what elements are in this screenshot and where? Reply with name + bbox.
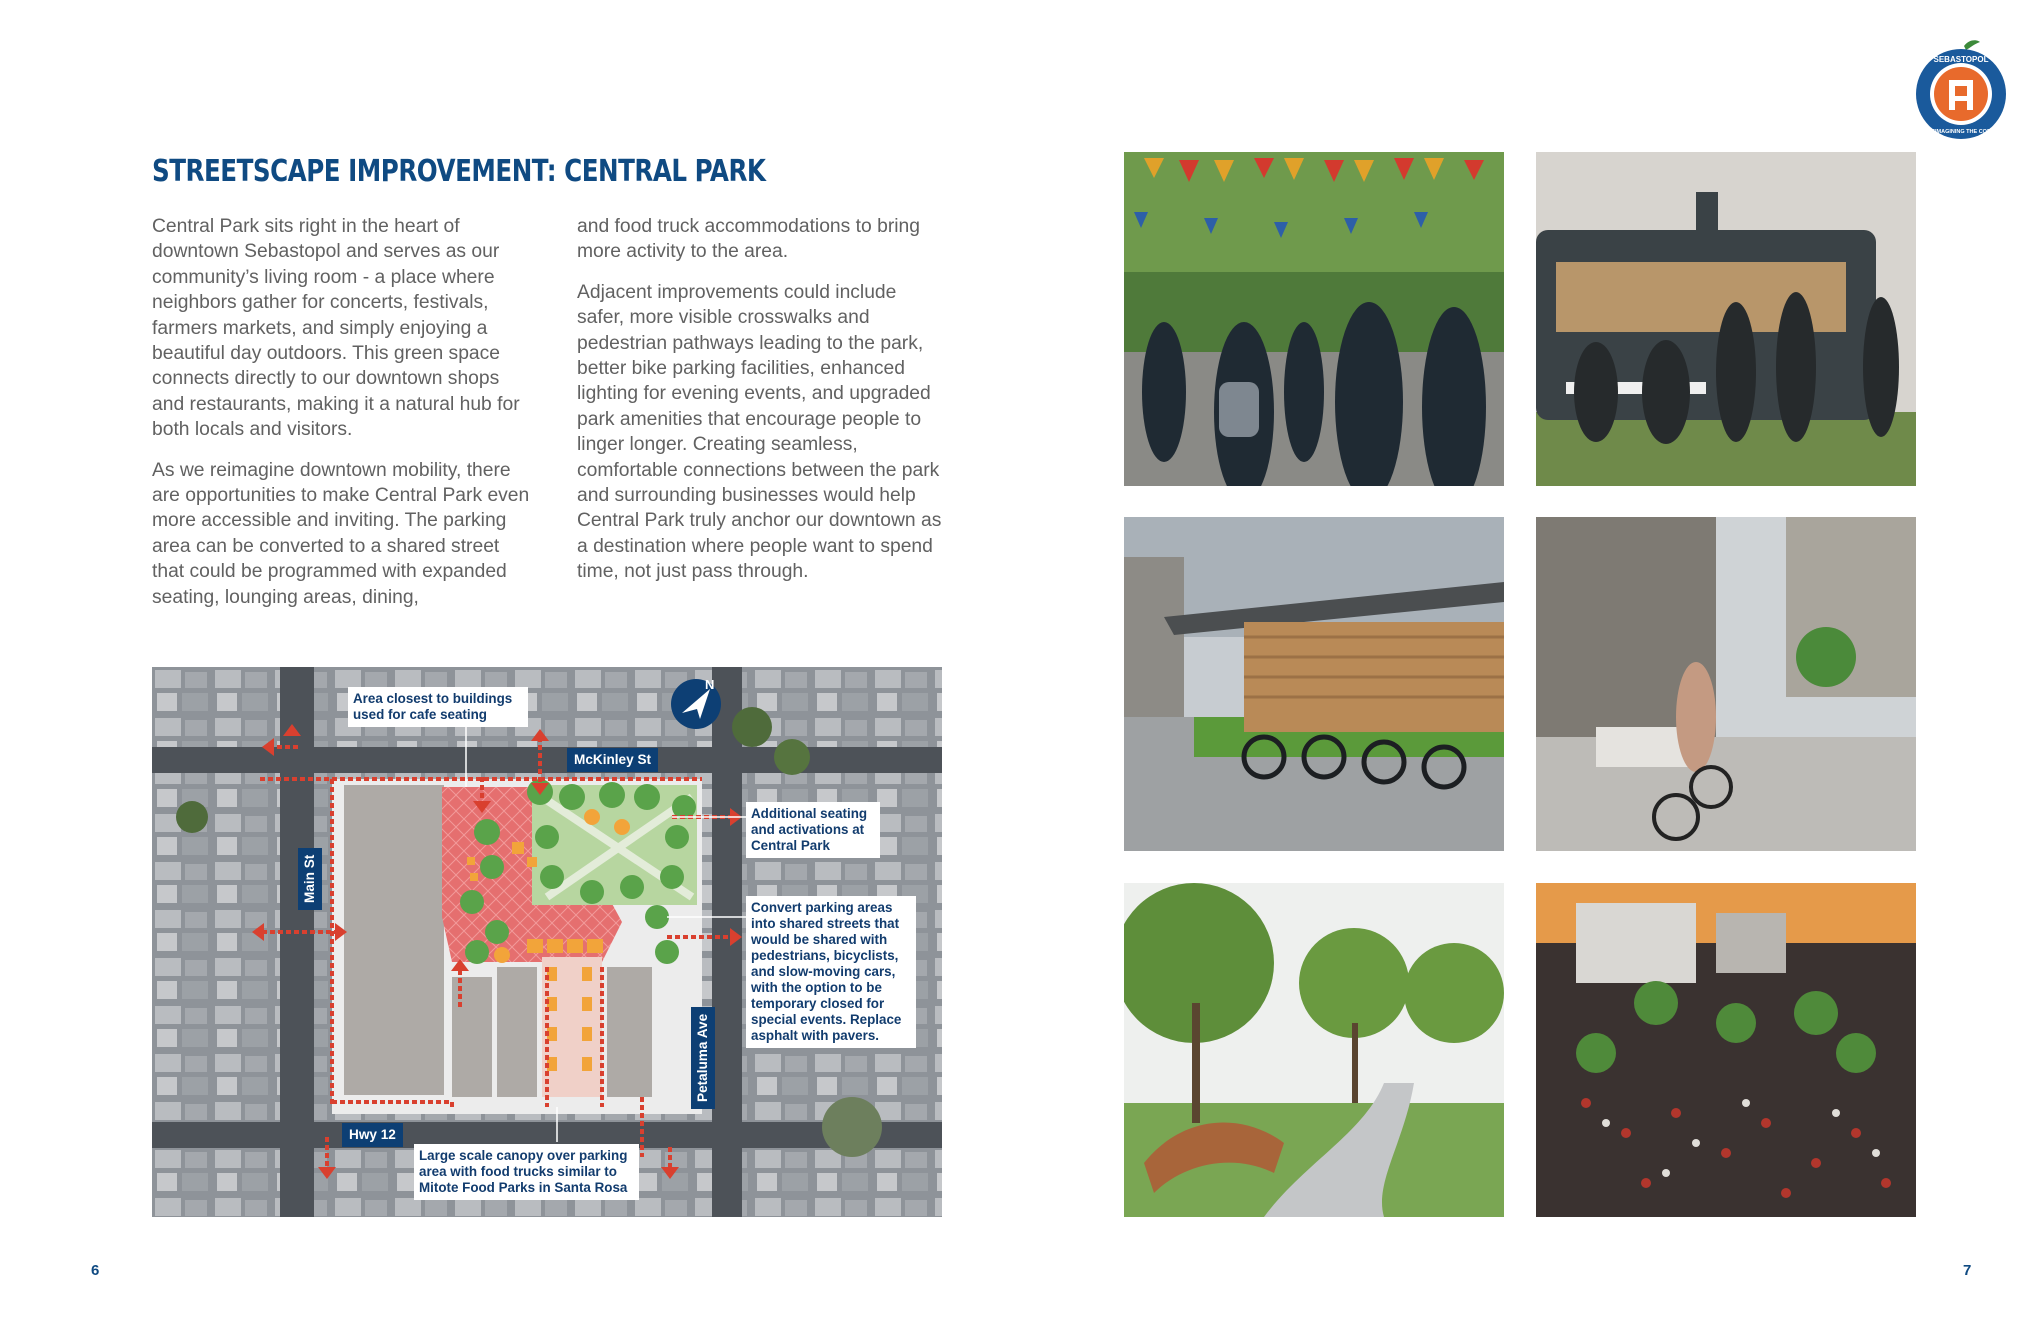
photo-food-truck: [1536, 152, 1916, 486]
street-label-hwy12: Hwy 12: [342, 1123, 403, 1147]
site-plan-map: [152, 667, 942, 1217]
paragraph: Central Park sits right in the heart of downtown Sebastopol and serves as our community’s living room - a place where neighbors gather for concerts, festivals, farmers markets, and simply enjoying a beautiful day outdoors. This green space connects directly to our downtown shops and restaurants, making it a natural hub for both locals and visitors.: [152, 216, 520, 441]
callout-cafe-seating: Area closest to buildings used for cafe seating: [348, 687, 528, 727]
street-label-petaluma: Petaluma Ave: [691, 1007, 715, 1109]
street-label-mckinley: McKinley St: [567, 748, 658, 772]
body-column-right: [577, 214, 947, 600]
callout-shared-streets: Convert parking areas into shared streets that would be shared with pedestrians, bicyclists, and slow-moving cars, with the option to be temporary closed for special events. Replace asphalt with pavers.: [746, 896, 916, 1048]
street-label-main: Main St: [298, 848, 322, 910]
page-number-left: 6: [91, 1262, 100, 1279]
page-title: STREETSCAPE IMPROVEMENT: CENTRAL PARK: [152, 154, 766, 189]
photo-night-market: [1536, 883, 1916, 1217]
callout-park-seating: Additional seating and activations at Central Park: [746, 802, 880, 858]
page-number-right: 7: [1963, 1262, 1972, 1279]
photo-cyclist-street: [1536, 517, 1916, 851]
svg-text:N: N: [705, 677, 715, 692]
photo-festival-crowd: [1124, 152, 1504, 486]
paragraph: As we reimagine downtown mobility, there are opportunities to make Central Park even more accessible and inviting. The parking area can be converted to a shared street that could be programmed with expanded seating, lounging areas, dining,: [152, 459, 530, 608]
photo-bike-shelter: [1124, 517, 1504, 851]
body-column-left: [152, 214, 534, 625]
callout-food-canopy: Large scale canopy over parking area with food trucks similar to Mitote Food Parks in Santa Rosa: [414, 1144, 639, 1200]
sebastopol-logo: [1912, 38, 2010, 142]
paragraph: and food truck accommodations to bring more activity to the area.: [577, 216, 920, 263]
svg-text:REIMAGINING THE CORE: REIMAGINING THE CORE: [1927, 129, 1995, 135]
paragraph: Adjacent improvements could include safer, more visible crosswalks and pedestrian pathways leading to the park, better bike parking facilities, enhanced lighting for evening events, and upgraded park amenities that encourage people to linger longer. Creating seamless, comfortable connections between the park and surrounding businesses would help Central Park truly anchor our downtown as a destination where people want to spend time, not just pass through.: [577, 281, 942, 583]
photo-park-path: [1124, 883, 1504, 1217]
svg-text:SEBASTOPOL: SEBASTOPOL: [1933, 55, 1989, 64]
